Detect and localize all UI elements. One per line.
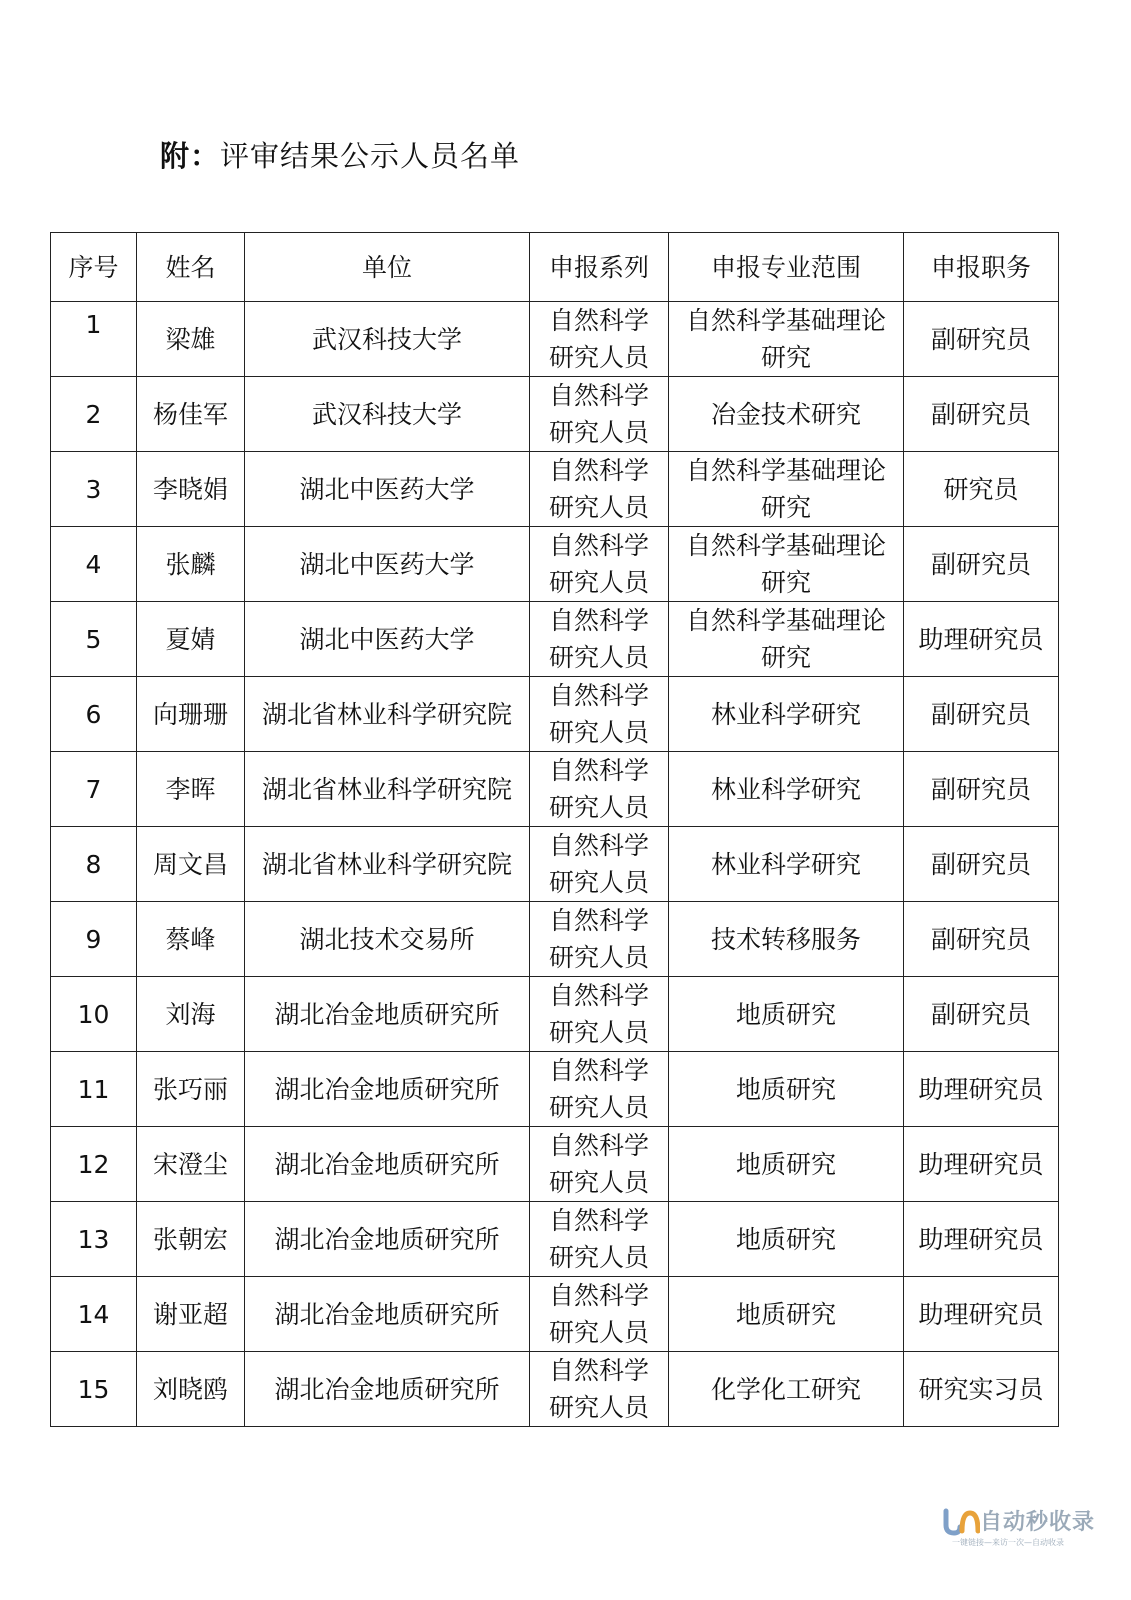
cell-unit: 湖北冶金地质研究所 xyxy=(245,977,530,1052)
cell-field-line: 林业科学研究 xyxy=(710,774,861,804)
cell-name: 宋澄尘 xyxy=(137,1127,245,1202)
cell-name: 李晓娟 xyxy=(137,452,245,527)
cell-series xyxy=(530,527,669,602)
cell-series xyxy=(530,377,669,452)
cell-series xyxy=(530,977,669,1052)
cell-series xyxy=(530,827,669,902)
cell-field xyxy=(669,902,904,977)
cell-field-line: 地质研究 xyxy=(735,1224,836,1254)
cell-position: 助理研究员 xyxy=(904,1277,1059,1352)
cell-series-line: 自然科学 xyxy=(548,1056,649,1085)
cell-series-line: 自然科学 xyxy=(548,1281,649,1310)
cell-field xyxy=(669,302,904,377)
cell-series-line: 自然科学 xyxy=(548,606,649,635)
cell-series xyxy=(530,1127,669,1202)
cell-field xyxy=(669,1127,904,1202)
cell-position: 副研究员 xyxy=(904,377,1059,452)
cell-position: 副研究员 xyxy=(904,827,1059,902)
table-row xyxy=(51,1277,1059,1352)
cell-field-line: 自然科学基础理论 xyxy=(685,531,886,560)
table-row xyxy=(51,902,1059,977)
header-index: 序号 xyxy=(51,233,137,302)
title-prefix: 附： xyxy=(160,139,221,173)
cell-position: 研究实习员 xyxy=(904,1352,1059,1427)
cell-index: 1 xyxy=(51,302,137,377)
cell-series-line: 研究人员 xyxy=(548,1243,649,1272)
cell-series xyxy=(530,1052,669,1127)
cell-name: 周文昌 xyxy=(137,827,245,902)
cell-name: 谢亚超 xyxy=(137,1277,245,1352)
brand-logo-icon xyxy=(940,1507,980,1537)
cell-unit: 湖北冶金地质研究所 xyxy=(245,1127,530,1202)
cell-field xyxy=(669,977,904,1052)
cell-position: 副研究员 xyxy=(904,302,1059,377)
brand-slogan: 一键链接—来访一次—自动收录 xyxy=(952,1538,1064,1547)
cell-field-line: 林业科学研究 xyxy=(710,849,861,879)
cell-field-line: 地质研究 xyxy=(735,999,836,1029)
cell-name: 向珊珊 xyxy=(137,677,245,752)
cell-series xyxy=(530,752,669,827)
cell-position: 助理研究员 xyxy=(904,1052,1059,1127)
cell-position: 研究员 xyxy=(904,452,1059,527)
cell-series xyxy=(530,602,669,677)
cell-field-line: 地质研究 xyxy=(735,1149,836,1179)
cell-position: 助理研究员 xyxy=(904,1202,1059,1277)
table-row xyxy=(51,527,1059,602)
cell-index: 8 xyxy=(51,827,137,902)
cell-field-line: 自然科学基础理论 xyxy=(685,456,886,485)
table-row xyxy=(51,602,1059,677)
cell-field-line: 自然科学基础理论 xyxy=(685,306,886,335)
cell-field xyxy=(669,1352,904,1427)
cell-index: 13 xyxy=(51,1202,137,1277)
cell-series-line: 研究人员 xyxy=(548,418,649,447)
cell-field xyxy=(669,452,904,527)
cell-field-line: 研究 xyxy=(760,568,811,597)
cell-field-line: 冶金技术研究 xyxy=(710,399,861,429)
cell-name: 夏婧 xyxy=(137,602,245,677)
cell-name: 张巧丽 xyxy=(137,1052,245,1127)
cell-series-line: 自然科学 xyxy=(548,306,649,335)
cell-position: 副研究员 xyxy=(904,677,1059,752)
cell-series xyxy=(530,302,669,377)
cell-index: 6 xyxy=(51,677,137,752)
cell-index: 14 xyxy=(51,1277,137,1352)
cell-field-line: 技术转移服务 xyxy=(710,924,861,954)
table-row xyxy=(51,977,1059,1052)
cell-position: 副研究员 xyxy=(904,902,1059,977)
table-row xyxy=(51,377,1059,452)
cell-series xyxy=(530,1352,669,1427)
cell-unit: 湖北省林业科学研究院 xyxy=(245,677,530,752)
cell-series-line: 研究人员 xyxy=(548,868,649,897)
cell-field-line: 地质研究 xyxy=(735,1074,836,1104)
cell-series-line: 研究人员 xyxy=(548,1018,649,1047)
title-text: 评审结果公示人员名单 xyxy=(220,139,521,173)
cell-series xyxy=(530,452,669,527)
cell-name: 张麟 xyxy=(137,527,245,602)
cell-unit: 湖北冶金地质研究所 xyxy=(245,1202,530,1277)
cell-series-line: 自然科学 xyxy=(548,756,649,785)
cell-series-line: 研究人员 xyxy=(548,1318,649,1347)
cell-series xyxy=(530,902,669,977)
cell-unit: 湖北中医药大学 xyxy=(245,527,530,602)
cell-series-line: 研究人员 xyxy=(548,493,649,522)
cell-field xyxy=(669,377,904,452)
table-row xyxy=(51,452,1059,527)
cell-series-line: 研究人员 xyxy=(548,568,649,597)
brand-name: 自动秒收录 xyxy=(980,1510,1096,1535)
header-name: 姓名 xyxy=(137,233,245,302)
cell-position: 副研究员 xyxy=(904,977,1059,1052)
cell-field xyxy=(669,827,904,902)
cell-name: 蔡峰 xyxy=(137,902,245,977)
cell-field xyxy=(669,677,904,752)
cell-series-line: 研究人员 xyxy=(548,1168,649,1197)
cell-unit: 武汉科技大学 xyxy=(245,377,530,452)
cell-field xyxy=(669,1202,904,1277)
cell-unit: 湖北技术交易所 xyxy=(245,902,530,977)
cell-series-line: 研究人员 xyxy=(548,793,649,822)
table-row xyxy=(51,1352,1059,1427)
table-header-row xyxy=(51,233,1059,302)
cell-position: 副研究员 xyxy=(904,752,1059,827)
table-row xyxy=(51,827,1059,902)
cell-index: 9 xyxy=(51,902,137,977)
cell-field-line: 地质研究 xyxy=(735,1299,836,1329)
cell-index: 10 xyxy=(51,977,137,1052)
cell-position: 助理研究员 xyxy=(904,602,1059,677)
cell-series-line: 自然科学 xyxy=(548,1131,649,1160)
cell-index: 7 xyxy=(51,752,137,827)
cell-series-line: 研究人员 xyxy=(548,343,649,372)
cell-field xyxy=(669,752,904,827)
table-row xyxy=(51,1052,1059,1127)
cell-series-line: 研究人员 xyxy=(548,718,649,747)
cell-index: 4 xyxy=(51,527,137,602)
header-position: 申报职务 xyxy=(904,233,1059,302)
cell-field-line: 自然科学基础理论 xyxy=(685,606,886,635)
cell-name: 刘海 xyxy=(137,977,245,1052)
cell-name: 梁雄 xyxy=(137,302,245,377)
header-unit: 单位 xyxy=(245,233,530,302)
cell-name: 杨佳军 xyxy=(137,377,245,452)
cell-position: 副研究员 xyxy=(904,527,1059,602)
cell-series xyxy=(530,1202,669,1277)
cell-unit: 湖北省林业科学研究院 xyxy=(245,827,530,902)
cell-index: 11 xyxy=(51,1052,137,1127)
cell-name: 李晖 xyxy=(137,752,245,827)
cell-unit: 湖北冶金地质研究所 xyxy=(245,1352,530,1427)
cell-index: 3 xyxy=(51,452,137,527)
cell-series xyxy=(530,677,669,752)
cell-name: 刘晓鸥 xyxy=(137,1352,245,1427)
table-row xyxy=(51,752,1059,827)
brand-watermark xyxy=(940,1505,1100,1553)
cell-series-line: 自然科学 xyxy=(548,1206,649,1235)
cell-unit: 湖北中医药大学 xyxy=(245,602,530,677)
cell-series-line: 自然科学 xyxy=(548,681,649,710)
table-row xyxy=(51,1127,1059,1202)
cell-position: 助理研究员 xyxy=(904,1127,1059,1202)
cell-unit: 武汉科技大学 xyxy=(245,302,530,377)
table-row xyxy=(51,677,1059,752)
cell-series-line: 研究人员 xyxy=(548,1093,649,1122)
cell-series-line: 自然科学 xyxy=(548,456,649,485)
header-field: 申报专业范围 xyxy=(669,233,904,302)
table-row xyxy=(51,1202,1059,1277)
cell-series-line: 自然科学 xyxy=(548,981,649,1010)
cell-series-line: 自然科学 xyxy=(548,531,649,560)
cell-series-line: 自然科学 xyxy=(548,831,649,860)
cell-series-line: 研究人员 xyxy=(548,1393,649,1422)
cell-series-line: 研究人员 xyxy=(548,943,649,972)
cell-series-line: 自然科学 xyxy=(548,906,649,935)
cell-series-line: 自然科学 xyxy=(548,1356,649,1385)
cell-series-line: 自然科学 xyxy=(548,381,649,410)
cell-unit: 湖北冶金地质研究所 xyxy=(245,1277,530,1352)
cell-index: 12 xyxy=(51,1127,137,1202)
cell-index: 15 xyxy=(51,1352,137,1427)
cell-field xyxy=(669,527,904,602)
cell-series xyxy=(530,1277,669,1352)
cell-field-line: 化学化工研究 xyxy=(710,1374,861,1404)
cell-index: 2 xyxy=(51,377,137,452)
page-title xyxy=(160,134,520,175)
roster-body xyxy=(51,302,1059,1427)
cell-field-line: 林业科学研究 xyxy=(710,699,861,729)
roster-table xyxy=(50,232,1059,1427)
cell-field xyxy=(669,1052,904,1127)
cell-unit: 湖北中医药大学 xyxy=(245,452,530,527)
table-row xyxy=(51,302,1059,377)
cell-series-line: 研究人员 xyxy=(548,643,649,672)
cell-index: 5 xyxy=(51,602,137,677)
header-series: 申报系列 xyxy=(530,233,669,302)
cell-unit: 湖北省林业科学研究院 xyxy=(245,752,530,827)
cell-field-line: 研究 xyxy=(760,493,811,522)
cell-name: 张朝宏 xyxy=(137,1202,245,1277)
cell-unit: 湖北冶金地质研究所 xyxy=(245,1052,530,1127)
cell-field-line: 研究 xyxy=(760,343,811,372)
cell-field xyxy=(669,1277,904,1352)
cell-field-line: 研究 xyxy=(760,643,811,672)
cell-field xyxy=(669,602,904,677)
